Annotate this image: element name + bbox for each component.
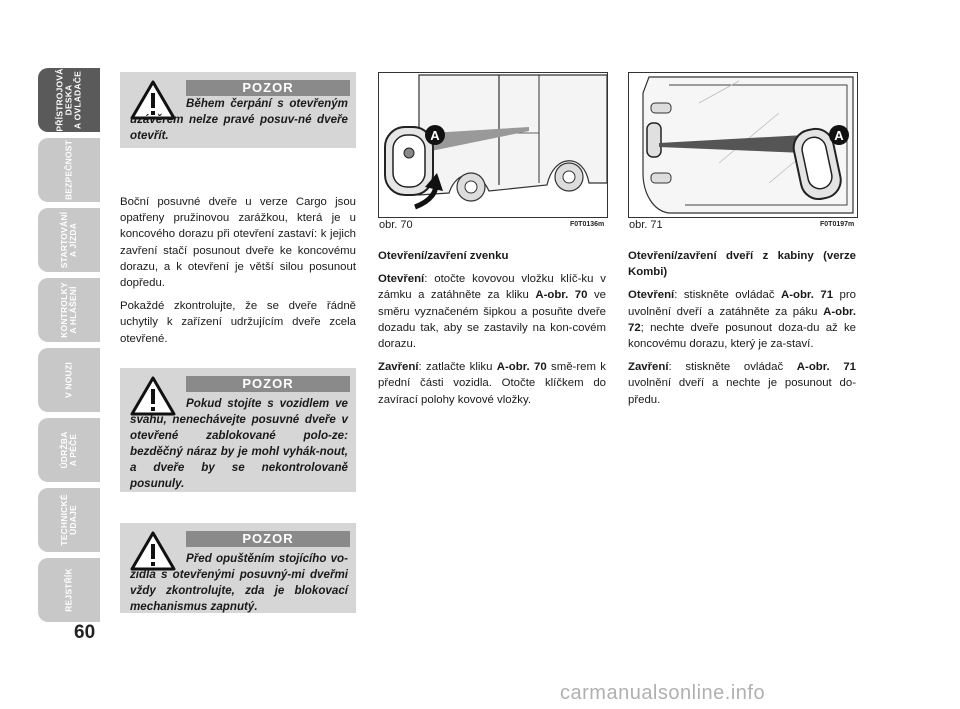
figure-70 <box>378 72 608 218</box>
tab-pristrojova-deska[interactable]: PŘÍSTROJOVÁ DESKA A OVLADAČE <box>38 68 100 132</box>
tab-v-nouzi[interactable]: V NOUZI <box>38 348 100 412</box>
open-instructions: Otevření: otočte kovovou vložku klíč-ku v zámku a zatáhněte za kliku A-obr. 70 ve směru vyznačeném šipkou a posuňte dveře dozadu tak, aby se zastavily na kon-covém dorazu. <box>378 273 606 351</box>
tab-startovani[interactable]: STARTOVÁNÍ A JÍZDA <box>38 208 100 272</box>
close-instructions: Zavření: stiskněte ovládač A-obr. 71 uvolnění dveří a nechte je posunout do-předu. <box>628 361 856 406</box>
figure-71-caption: obr. 71 <box>629 219 663 231</box>
close-instructions: Zavření: zatlačte kliku A-obr. 70 smě-rem k přední části vozidla. Otočte klíčkem do zavírací polohy kovové vložky. <box>378 361 606 406</box>
figure-71 <box>628 72 858 218</box>
warning-text: Pokud stojíte s vozidlem ve svahu, nenechávejte posuvné dveře v otevřené zablokované polo-ze: bezděčný náraz by je mohl vyhák-nout, a dveře by se nekontrolovaně posunuly. <box>130 397 348 490</box>
open-instructions: Otevření: stiskněte ovládač A-obr. 71 pro uvolnění dveří a zatáhněte za páku A-obr. 72; nechte dveře posunout doza-du až ke koncovému dorazu, který je za-staví. <box>628 289 856 351</box>
warning-box-2 <box>120 368 356 492</box>
section-title: Otevření/zavření dveří z kabiny (verze Kombi) <box>628 250 856 279</box>
warning-box-3 <box>120 523 356 613</box>
tab-udrzba[interactable]: ÚDRŽBA A PÉČE <box>38 418 100 482</box>
tab-kontrolky[interactable]: KONTROLKY A HLÁŠENÍ <box>38 278 100 342</box>
middle-column-text <box>378 248 606 415</box>
tab-technicke-udaje[interactable]: TECHNICKÉ ÚDAJE <box>38 488 100 552</box>
left-body-text <box>120 194 356 354</box>
paragraph: Pokaždé zkontrolujte, že se dveře řádně uchytily k zařízení udržujícím dveře zcela otevřené. <box>120 300 356 345</box>
warning-box-1 <box>120 72 356 148</box>
tab-rejstrik[interactable]: REJSTŘÍK <box>38 558 100 622</box>
sliding-door-illustration <box>379 73 607 217</box>
chapter-tabs <box>38 68 104 628</box>
cabin-door-release-illustration <box>629 73 857 217</box>
warning-heading: POZOR <box>186 531 350 547</box>
page-number: 60 <box>74 622 96 643</box>
warning-text: Během čerpání s otevřeným uzávěrem nelze pravé posuv-né dveře otevřít. <box>130 97 348 142</box>
warning-heading: POZOR <box>186 376 350 392</box>
figure-71-code: F0T0197m <box>820 221 855 228</box>
right-column-text <box>628 248 856 415</box>
figure-70-code: F0T0136m <box>570 221 605 228</box>
paragraph: Boční posuvné dveře u verze Cargo jsou opatřeny pružinovou zarážkou, která je u koncového dorazu při otevření zastaví: k jejich zavření stačí posunout dveře ke koncovému dorazu, a k otevření je větší silou posunout dopředu. <box>120 196 356 290</box>
tab-bezpecnost[interactable]: BEZPEČNOST <box>38 138 100 202</box>
watermark: carmanualsonline.info <box>560 682 766 704</box>
warning-text: Před opuštěním stojícího vo-zidla s otevřenými posuvný-mi dveřmi vždy zkontrolujte, zda je blokovací mechanismus zapnutý. <box>130 552 348 613</box>
marker-a: A <box>430 128 440 143</box>
warning-heading: POZOR <box>186 80 350 96</box>
figure-70-caption: obr. 70 <box>379 219 413 231</box>
section-title: Otevření/zavření zvenku <box>378 250 509 262</box>
marker-a: A <box>834 128 844 143</box>
